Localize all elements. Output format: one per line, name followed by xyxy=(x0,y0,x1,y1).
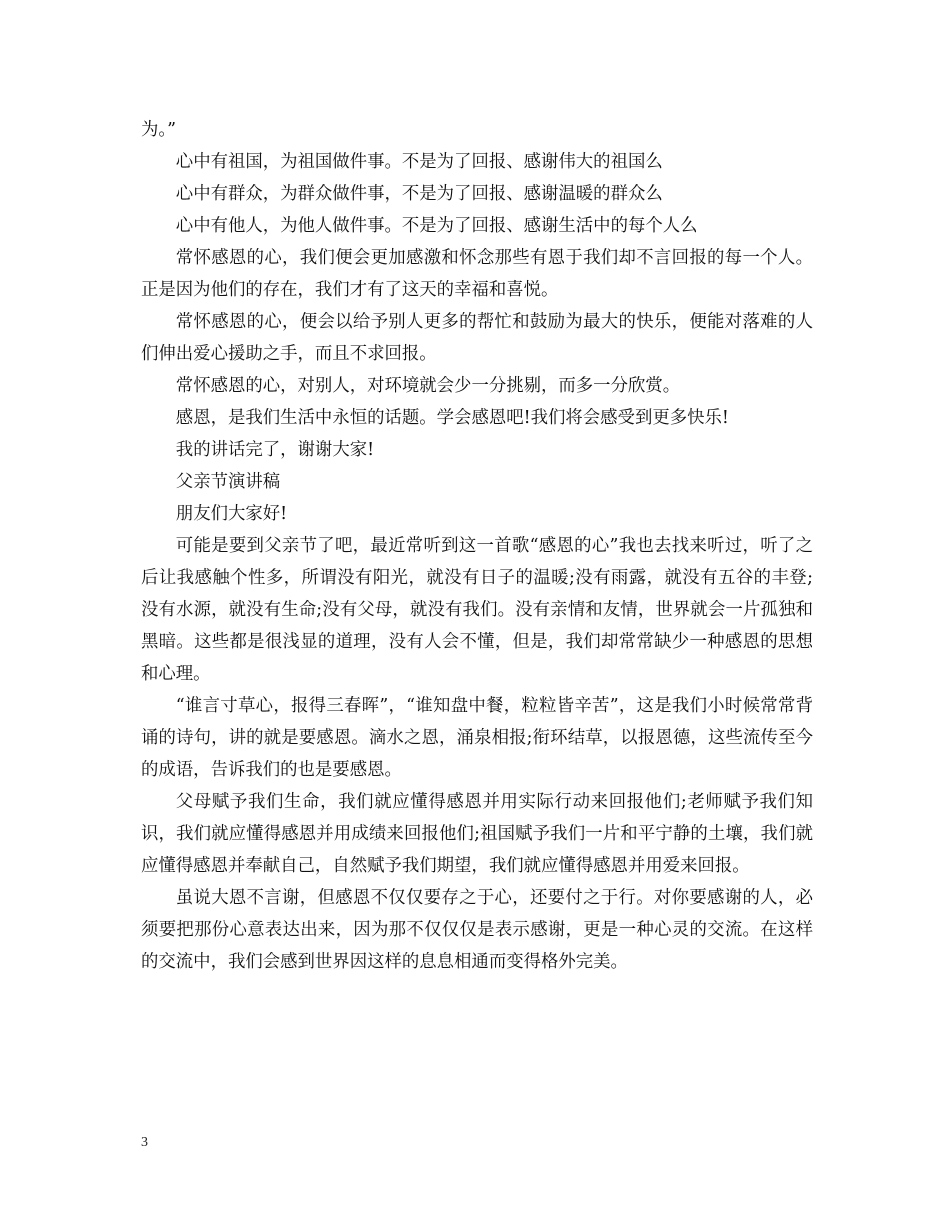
paragraph: 心中有他人，为他人做件事。不是为了回报、感谢生活中的每个人么 xyxy=(175,216,698,236)
paragraph: 常怀感恩的心，对别人，对环境就会少一分挑剔，而多一分欣赏。 xyxy=(175,376,681,396)
paragraph: 我的讲话完了，谢谢大家! xyxy=(175,440,375,460)
paragraph: 虽说大恩不言谢，但感恩不仅仅要存之于心，还要付之于行。对你要感谢的人，必须要把那份心意表达出来，因为那不仅仅仅是表示感谢，更是一种心灵的交流。在这样的交流中，我们会感到世界因这样的息息相通而变得格外完美。 xyxy=(141,888,813,972)
paragraph: 心中有群众，为群众做件事，不是为了回报、感谢温暖的群众么 xyxy=(175,184,663,204)
paragraph: 常怀感恩的心，我们便会更加感激和怀念那些有恩于我们却不言回报的每一个人。正是因为他们的存在，我们才有了这天的幸福和喜悦。 xyxy=(141,248,813,300)
paragraph: 感恩，是我们生活中永恒的话题。学会感恩吧!我们将会感受到更多快乐! xyxy=(175,408,729,428)
paragraph: 父母赋予我们生命，我们就应懂得感恩并用实际行动来回报他们;老师赋予我们知识，我们就应懂得感恩并用成绩来回报他们;祖国赋予我们一片和平宁静的土壤，我们就应懂得感恩并奉献自己，自然赋予我们期望，我们就应懂得感恩并用爱来回报。 xyxy=(141,792,813,876)
paragraph: “谁言寸草心，报得三春晖”，“谁知盘中餐，粒粒皆辛苦”，这是我们小时候常常背诵的诗句，讲的就是要感恩。滴水之恩，涌泉相报;衔环结草，以报恩德，这些流传至今的成语，告诉我们的也是要感恩。 xyxy=(141,696,813,780)
page-number: 3 xyxy=(141,1135,148,1150)
paragraph-continuation: 为。” xyxy=(141,120,176,140)
paragraph: 可能是要到父亲节了吧，最近常听到这一首歌“感恩的心”我也去找来听过，听了之后让我感触个性多，所谓没有阳光，就没有日子的温暖;没有雨露，就没有五谷的丰登;没有水源，就没有生命;没有父母，就没有我们。没有亲情和友情，世界就会一片孤独和黑暗。这些都是很浅显的道理，没有人会不懂，但是，我们却常常缺少一种感恩的思想和心理。 xyxy=(141,536,813,684)
paragraph: 常怀感恩的心，便会以给予别人更多的帮忙和鼓励为最大的快乐，便能对落难的人们伸出爱心援助之手，而且不求回报。 xyxy=(141,312,813,364)
section-title: 父亲节演讲稿 xyxy=(175,472,281,492)
document-body xyxy=(141,114,813,978)
paragraph: 心中有祖国，为祖国做件事。不是为了回报、感谢伟大的祖国么 xyxy=(175,152,663,172)
greeting: 朋友们大家好! xyxy=(175,504,288,524)
